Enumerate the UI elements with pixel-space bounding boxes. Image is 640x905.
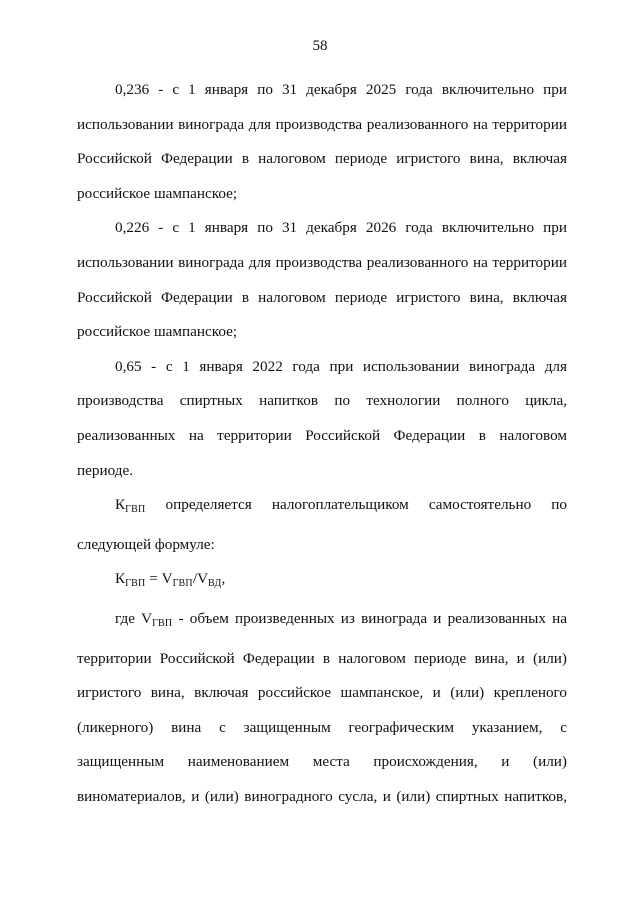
kgvp-definition-text: определяется налогоплательщиком самостоятельно по следующей формуле: bbox=[77, 496, 567, 553]
vgvp-definition-text: - объем произведенных из винограда и реализованных на территории Российской Федерации в налоговом периоде вина, и (или) игристого вина, включая российское шампанское, и (или) крепленого (ликерного) вина с защищенным географическим указанием, с защищенным наименованием места происхождения, и (или) виноматериалов, и (или) виноградного сусла, и (или) спиртных напитков, bbox=[77, 609, 567, 805]
formula-line bbox=[77, 562, 567, 602]
formula-k-subscript: ГВП bbox=[125, 578, 146, 590]
formula-end: , bbox=[221, 570, 226, 588]
paragraph-rate-2025: 0,236 - с 1 января по 31 декабря 2025 года включительно при использовании винограда для производства реализованного на территории Российской Федерации в налоговом периоде игристого вина, включая российское шампанское; bbox=[77, 81, 567, 202]
document-body bbox=[77, 73, 567, 814]
kgvp-symbol: К bbox=[115, 496, 126, 514]
page-number: 58 bbox=[312, 38, 328, 54]
paragraph-rate-2022: 0,65 - с 1 января 2022 года при использовании винограда для производства спиртных напитков по технологии полного цикла, реализованных на территории Российской Федерации в налоговом периоде. bbox=[77, 357, 567, 479]
kgvp-subscript: ГВП bbox=[125, 504, 146, 516]
vgvp-subscript: ГВП bbox=[152, 617, 173, 629]
paragraph-vgvp-definition bbox=[77, 602, 567, 815]
formula-v1-subscript: ГВП bbox=[172, 578, 193, 590]
paragraph-kgvp-definition bbox=[77, 488, 567, 562]
paragraph-rate-2026: 0,226 - с 1 января по 31 декабря 2026 года включительно при использовании винограда для производства реализованного на территории Российской Федерации в налоговом периоде игристого вина, включая российское шампанское; bbox=[77, 219, 567, 341]
formula-k: К bbox=[115, 570, 126, 588]
formula-equals: = V bbox=[145, 570, 173, 588]
formula-v2-subscript: ВД bbox=[208, 578, 222, 590]
formula-slash: /V bbox=[192, 570, 209, 588]
vgvp-lead: где V bbox=[115, 609, 153, 627]
